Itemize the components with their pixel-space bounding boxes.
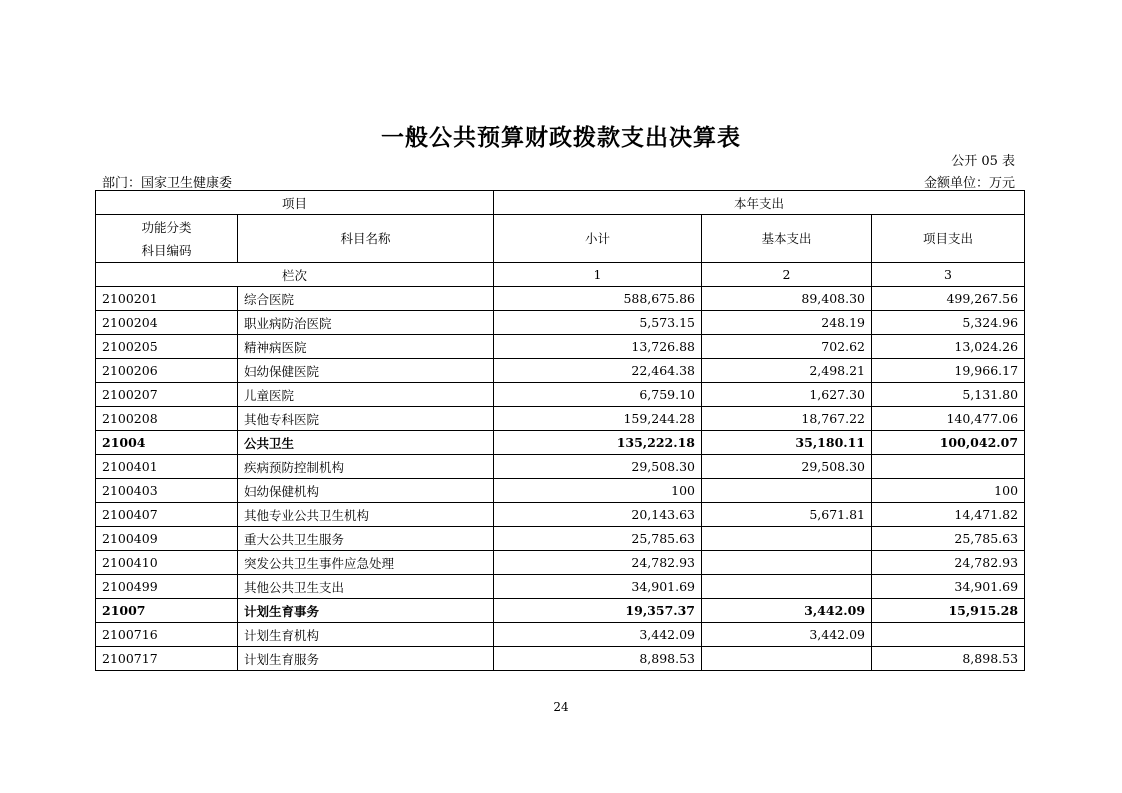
basic-value — [702, 575, 872, 599]
subtotal-value: 6,759.10 — [494, 383, 702, 407]
subject-code: 2100205 — [96, 335, 238, 359]
subtotal-value: 100 — [494, 479, 702, 503]
table-row — [96, 647, 1025, 671]
table-row — [96, 551, 1025, 575]
table-row — [96, 359, 1025, 383]
project-value — [872, 455, 1025, 479]
subtotal-value: 20,143.63 — [494, 503, 702, 527]
header-func-class-line2: 科目编码 — [141, 242, 192, 258]
subject-name: 其他专业公共卫生机构 — [238, 503, 494, 527]
table-row — [96, 575, 1025, 599]
header-col-2: 2 — [702, 263, 872, 287]
subtotal-value: 29,508.30 — [494, 455, 702, 479]
basic-value: 248.19 — [702, 311, 872, 335]
basic-value: 1,627.30 — [702, 383, 872, 407]
project-value — [872, 623, 1025, 647]
subject-name: 重大公共卫生服务 — [238, 527, 494, 551]
subject-code: 2100409 — [96, 527, 238, 551]
header-func-class — [96, 215, 238, 263]
subtotal-value: 588,675.86 — [494, 287, 702, 311]
subtotal-value: 3,442.09 — [494, 623, 702, 647]
table-row — [96, 623, 1025, 647]
project-value: 25,785.63 — [872, 527, 1025, 551]
subject-name: 公共卫生 — [238, 431, 494, 455]
table-row — [96, 287, 1025, 311]
subtotal-value: 159,244.28 — [494, 407, 702, 431]
header-row-3 — [96, 263, 1025, 287]
table-row — [96, 383, 1025, 407]
header-column-no: 栏次 — [96, 263, 494, 287]
header-subtotal: 小计 — [494, 215, 702, 263]
header-row-1 — [96, 191, 1025, 215]
amount-unit-label: 金额单位：万元 — [923, 176, 1015, 191]
basic-value: 2,498.21 — [702, 359, 872, 383]
subject-code: 2100207 — [96, 383, 238, 407]
subject-code: 2100208 — [96, 407, 238, 431]
table-row — [96, 311, 1025, 335]
subject-code: 21004 — [96, 431, 238, 455]
table-row — [96, 527, 1025, 551]
project-value: 5,131.80 — [872, 383, 1025, 407]
subtotal-value: 24,782.93 — [494, 551, 702, 575]
basic-value: 89,408.30 — [702, 287, 872, 311]
project-value: 13,024.26 — [872, 335, 1025, 359]
subject-code: 2100407 — [96, 503, 238, 527]
header-subject-name: 科目名称 — [238, 215, 494, 263]
project-value: 499,267.56 — [872, 287, 1025, 311]
subtotal-value: 5,573.15 — [494, 311, 702, 335]
subject-code: 2100410 — [96, 551, 238, 575]
department-label: 部门：国家卫生健康委 — [102, 176, 233, 191]
basic-value: 18,767.22 — [702, 407, 872, 431]
expenditure-table — [95, 190, 1025, 671]
header-func-class-line1: 功能分类 — [141, 219, 192, 235]
basic-value — [702, 551, 872, 575]
subject-name: 疾病预防控制机构 — [238, 455, 494, 479]
subject-code: 2100204 — [96, 311, 238, 335]
project-value: 100 — [872, 479, 1025, 503]
project-value: 19,966.17 — [872, 359, 1025, 383]
subject-code: 21007 — [96, 599, 238, 623]
header-basic: 基本支出 — [702, 215, 872, 263]
page-title: 一般公共预算财政拨款支出决算表 — [381, 124, 741, 151]
subject-name: 突发公共卫生事件应急处理 — [238, 551, 494, 575]
basic-value — [702, 479, 872, 503]
subject-name: 其他专科医院 — [238, 407, 494, 431]
basic-value: 35,180.11 — [702, 431, 872, 455]
header-project: 项目支出 — [872, 215, 1025, 263]
header-row-2 — [96, 215, 1025, 263]
subject-name: 妇幼保健医院 — [238, 359, 494, 383]
basic-value: 5,671.81 — [702, 503, 872, 527]
project-value: 24,782.93 — [872, 551, 1025, 575]
subtotal-value: 25,785.63 — [494, 527, 702, 551]
subject-name: 计划生育服务 — [238, 647, 494, 671]
project-value: 5,324.96 — [872, 311, 1025, 335]
basic-value: 29,508.30 — [702, 455, 872, 479]
subject-name: 综合医院 — [238, 287, 494, 311]
table-row — [96, 335, 1025, 359]
table-row — [96, 407, 1025, 431]
project-value: 140,477.06 — [872, 407, 1025, 431]
subject-name: 精神病医院 — [238, 335, 494, 359]
subject-code: 2100401 — [96, 455, 238, 479]
header-item: 项目 — [96, 191, 494, 215]
project-value: 15,915.28 — [872, 599, 1025, 623]
basic-value: 702.62 — [702, 335, 872, 359]
subject-code: 2100499 — [96, 575, 238, 599]
subject-name: 儿童医院 — [238, 383, 494, 407]
table-row — [96, 455, 1025, 479]
subject-name: 职业病防治医院 — [238, 311, 494, 335]
form-number: 公开 05 表 — [951, 154, 1015, 169]
subject-name: 妇幼保健机构 — [238, 479, 494, 503]
table-row — [96, 479, 1025, 503]
subject-code: 2100403 — [96, 479, 238, 503]
project-value: 14,471.82 — [872, 503, 1025, 527]
basic-value: 3,442.09 — [702, 623, 872, 647]
page-number: 24 — [553, 700, 569, 714]
table-row — [96, 431, 1025, 455]
table-body — [96, 287, 1025, 671]
project-value: 8,898.53 — [872, 647, 1025, 671]
subject-name: 计划生育机构 — [238, 623, 494, 647]
header-col-3: 3 — [872, 263, 1025, 287]
subject-code: 2100201 — [96, 287, 238, 311]
subject-name: 计划生育事务 — [238, 599, 494, 623]
header-current-year: 本年支出 — [494, 191, 1025, 215]
subject-code: 2100717 — [96, 647, 238, 671]
subtotal-value: 19,357.37 — [494, 599, 702, 623]
subtotal-value: 8,898.53 — [494, 647, 702, 671]
subtotal-value: 13,726.88 — [494, 335, 702, 359]
project-value: 100,042.07 — [872, 431, 1025, 455]
subject-code: 2100716 — [96, 623, 238, 647]
subtotal-value: 135,222.18 — [494, 431, 702, 455]
header-col-1: 1 — [494, 263, 702, 287]
subtotal-value: 22,464.38 — [494, 359, 702, 383]
basic-value — [702, 527, 872, 551]
subtotal-value: 34,901.69 — [494, 575, 702, 599]
subject-name: 其他公共卫生支出 — [238, 575, 494, 599]
project-value: 34,901.69 — [872, 575, 1025, 599]
basic-value: 3,442.09 — [702, 599, 872, 623]
table-row — [96, 599, 1025, 623]
subject-code: 2100206 — [96, 359, 238, 383]
table-row — [96, 503, 1025, 527]
basic-value — [702, 647, 872, 671]
